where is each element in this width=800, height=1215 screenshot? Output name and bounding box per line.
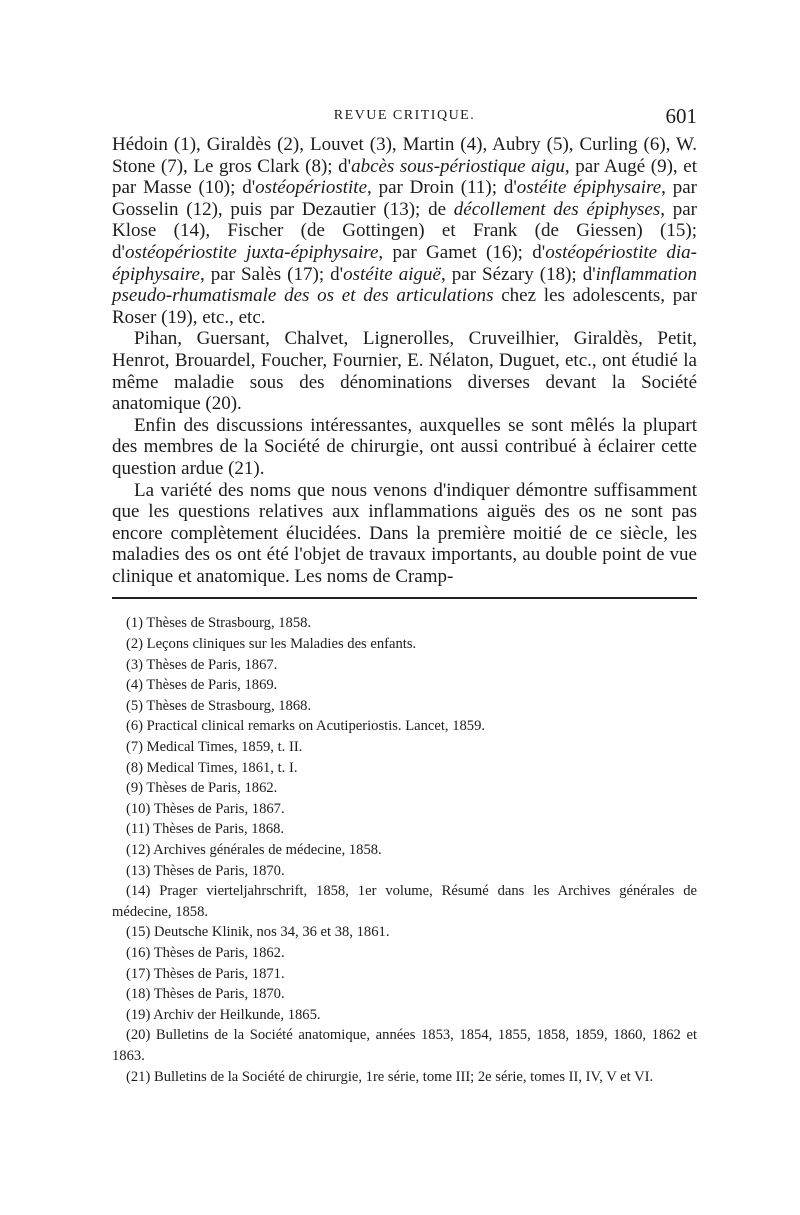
page-header [112,104,697,134]
footnote-2: (2) Leçons cliniques sur les Maladies des enfants. [126,636,417,653]
italic-term: abcès sous-périostique aigu [351,155,565,177]
footnote-16: (16) Thèses de Paris, 1862. [126,944,285,961]
italic-term: ostéopériostite [255,177,368,199]
footnote-12: (12) Archives générales de médecine, 1858. [126,842,382,858]
footnote-17: (17) Thèses de Paris, 1871. [126,965,285,982]
paragraph-2: Pihan, Guersant, Chalvet, Lignerolles, Cruveilhier, Giraldès, Petit, Henrot, Brouardel, Foucher, Fournier, E. Nélaton, Duguet, etc., ont étudié la même maladie sous des dénominations diverses devant la Société anatomique (20). [112,328,697,415]
italic-term: ostéite aiguë [343,263,441,285]
footnote-21: (21) Bulletins de la Société de chirurgie, 1re série, tome III; 2e série, tomes II, IV, V et VI. [126,1068,654,1085]
footnote-14: (14) Prager vierteljahrschrift, 1858, 1er volume, Résumé dans les Archives générales de médecine, 1858. [112,883,697,920]
footnote-4: (4) Thèses de Paris, 1869. [126,677,278,694]
text-run: , par Klose (14), Fischer (de Gottingen) et Frank (de Giessen) (15); d' [112,198,698,263]
paragraph-1 [112,134,697,328]
footnote-15: (15) Deutsche Klinik, nos 34, 36 et 38, 1861. [126,924,390,941]
main-text [112,134,697,587]
text-run: , par Salès (17); d' [199,263,344,285]
footnote-8: (8) Medical Times, 1861, t. I. [126,759,298,776]
footnote-9: (9) Thèses de Paris, 1862. [126,780,278,797]
text-run: , par Augé (9), et par Masse (10); d' [112,155,697,199]
page [112,104,697,1087]
text-run: , par Sézary (18); d' [440,263,596,285]
footnotes [112,613,697,1087]
footnote-13: (13) Thèses de Paris, 1870. [126,862,285,879]
footnote-18: (18) Thèses de Paris, 1870. [126,986,285,1003]
paragraph-4: La variété des noms que nous venons d'indiquer démontre suffisamment que les questions relatives aux inflammations aiguës des os ne sont pas encore complètement élucidées. Dans la première moitié de ce siècle, les maladies des os ont été l'objet de travaux importants, au double point de vue clinique et anatomique. Les noms de Cramp- [112,479,697,587]
running-title: REVUE CRITIQUE. [333,108,476,123]
footnote-3: (3) Thèses de Paris, 1867. [126,656,278,673]
italic-term: ostéopériostite dia-épiphysaire [112,241,698,285]
italic-term: ostéopériostite juxta-épiphysaire [124,241,379,263]
italic-term: décollement des épiphyses [453,198,661,220]
italic-term: inflammation pseudo-rhumatismale des os et des articulations [112,263,698,307]
footnote-separator [112,597,697,599]
text-run: Hédoin (1), Giraldès (2), Louvet (3), Martin (4), Aubry (5), Curling (6), W. Stone (7), Le gros Clark (8); d' [112,134,697,177]
italic-term: ostéite épiphysaire [516,177,662,199]
text-run: , par Droin (11); d' [367,177,517,199]
footnote-1: (1) Thèses de Strasbourg, 1858. [126,615,312,632]
footnote-6: (6) Practical clinical remarks on Acutiperiostis. Lancet, 1859. [126,718,486,735]
page-number: 601 [665,104,697,128]
paragraph-3: Enfin des discussions intéressantes, auxquelles se sont mêlés la plupart des membres de la Société de chirurgie, ont aussi contribué à éclairer cette question ardue (21). [112,414,697,479]
footnote-10: (10) Thèses de Paris, 1867. [126,800,285,817]
footnote-20: (20) Bulletins de la Société anatomique, années 1853, 1854, 1855, 1858, 1859, 1860, 1862 et 1863. [112,1027,697,1064]
text-run: chez les adolescents, par Roser (19), etc., etc. [112,285,698,328]
footnote-19: (19) Archiv der Heilkunde, 1865. [126,1006,321,1023]
footnote-11: (11) Thèses de Paris, 1868. [126,821,285,838]
footnote-7: (7) Medical Times, 1859, t. II. [126,739,303,756]
footnote-5: (5) Thèses de Strasbourg, 1868. [126,697,312,714]
text-run: , par Gamet (16); d' [378,241,546,263]
text-run: , par Gosselin (12), puis par Dezautier (13); de [112,177,697,220]
